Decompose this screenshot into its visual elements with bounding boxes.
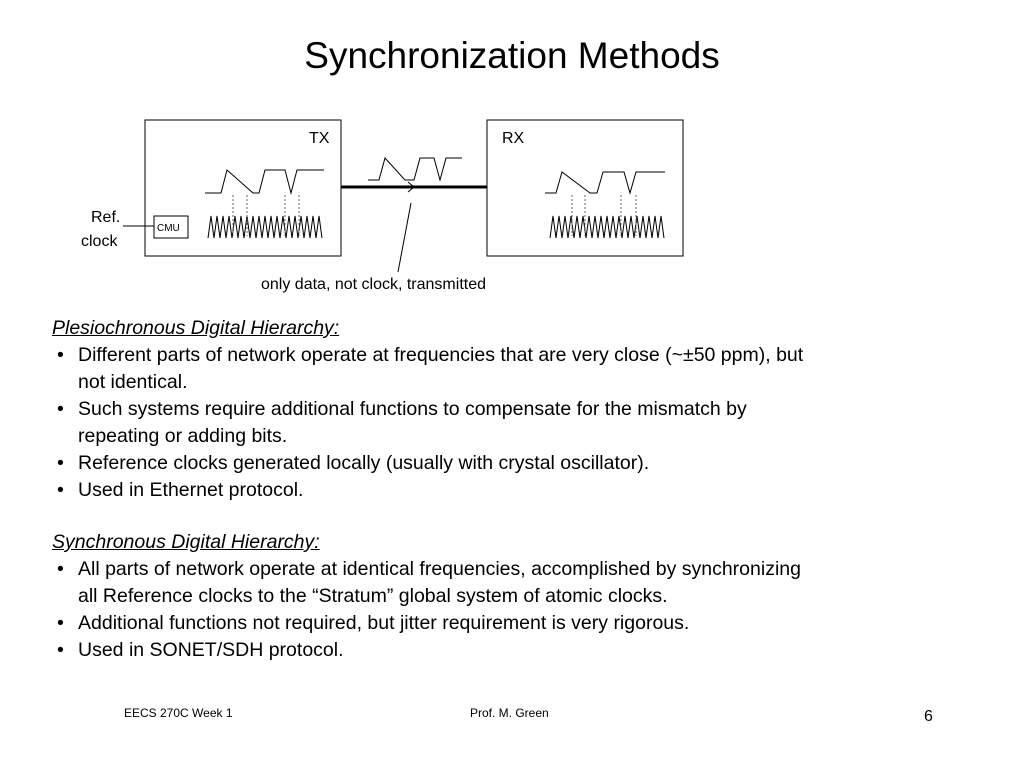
- cmu-label: CMU: [157, 223, 180, 234]
- ref-clock-label-line2: clock: [81, 233, 118, 250]
- synchronous-section: [52, 529, 952, 664]
- tx-label: TX: [309, 130, 330, 147]
- section-heading: Synchronous Digital Hierarchy:: [52, 531, 320, 553]
- bullet-item: • Reference clocks generated locally (usually with crystal oscillator).: [57, 452, 650, 474]
- plesiochronous-section: [52, 315, 952, 504]
- bullet-item: • All parts of network operate at identical frequencies, accomplished by synchronizing all Reference clocks to the “Stratum” global system of atomic clocks.: [57, 558, 801, 607]
- rx-data-waveform: [545, 172, 665, 193]
- section-heading: Plesiochronous Digital Hierarchy:: [52, 317, 340, 339]
- ref-clock-label-line1: Ref.: [91, 209, 121, 226]
- page-number: 6: [924, 708, 933, 725]
- footer-course: EECS 270C Week 1: [124, 706, 233, 720]
- sync-diagram: [0, 0, 1024, 300]
- bullet-item: • Such systems require additional functions to compensate for the mismatch by repeating or adding bits.: [57, 398, 747, 447]
- slide-title: Synchronization Methods: [304, 35, 720, 76]
- annotation-pointer: [398, 203, 411, 272]
- footer-author: Prof. M. Green: [470, 706, 549, 720]
- bullet-item: • Additional functions not required, but jitter requirement is very rigorous.: [57, 612, 690, 634]
- link-data-waveform: [368, 158, 462, 180]
- transmission-annotation: only data, not clock, transmitted: [261, 276, 486, 293]
- tx-clock-waveform: [208, 216, 322, 238]
- bullet-item: • Different parts of network operate at frequencies that are very close (~±50 ppm), but not identical.: [57, 344, 804, 393]
- bullet-item: • Used in SONET/SDH protocol.: [57, 639, 344, 661]
- tx-data-waveform: [205, 170, 324, 193]
- rx-label: RX: [502, 130, 525, 147]
- rx-clock-waveform: [550, 216, 664, 238]
- bullet-item: • Used in Ethernet protocol.: [57, 479, 304, 501]
